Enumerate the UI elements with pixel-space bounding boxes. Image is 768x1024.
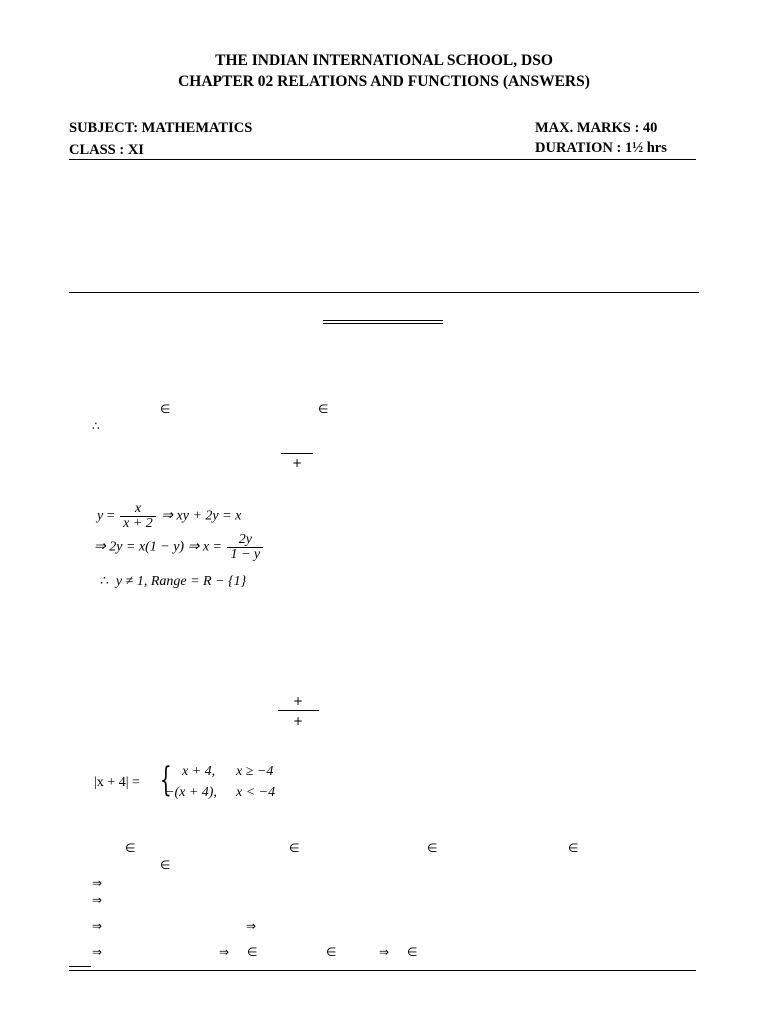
- piecewise-case2-expr: −(x + 4),: [165, 785, 217, 800]
- double-underline-top: [323, 320, 443, 321]
- element-of-symbol: ∈: [318, 402, 329, 416]
- implies-symbol: ⇒: [379, 945, 390, 959]
- eq3-therefore: ∴: [100, 574, 109, 589]
- school-name: THE INDIAN INTERNATIONAL SCHOOL, DSO: [215, 52, 553, 69]
- footer-divider: [69, 970, 696, 971]
- implies-symbol: ⇒: [92, 945, 103, 959]
- double-underline-bottom: [323, 323, 443, 324]
- piecewise-case1-cond: x ≥ −4: [236, 764, 274, 779]
- piecewise-case2-cond: x < −4: [236, 785, 276, 800]
- eq1-equals: =: [106, 508, 115, 524]
- eq3-text: y ≠ 1, Range = R − {1}: [115, 574, 247, 589]
- subject-label: SUBJECT: MATHEMATICS: [69, 120, 253, 136]
- element-of-symbol: ∈: [407, 945, 418, 959]
- equation-line-1: [97, 502, 241, 531]
- element-of-symbol: ∈: [289, 841, 300, 855]
- eq2-denominator: 1 − y: [230, 547, 261, 562]
- class-label: CLASS : XI: [69, 142, 144, 158]
- implies-symbol: ⇒: [92, 893, 103, 907]
- element-of-symbol: ∈: [125, 841, 136, 855]
- plus-symbol: +: [293, 694, 304, 708]
- eq2-fraction: [227, 533, 263, 562]
- eq2-numerator: 2y: [227, 533, 263, 548]
- element-of-symbol: ∈: [247, 945, 258, 959]
- eq2-lhs: ⇒ 2y = x(1 − y) ⇒ x =: [94, 539, 222, 555]
- chapter-title: CHAPTER 02 RELATIONS AND FUNCTIONS (ANSWERS): [178, 73, 590, 90]
- element-of-symbol: ∈: [160, 402, 171, 416]
- equation-line-2: [94, 533, 265, 562]
- element-of-symbol: ∈: [326, 945, 337, 959]
- implies-symbol: ⇒: [219, 945, 230, 959]
- eq1-rest: ⇒ xy + 2y = x: [161, 508, 242, 524]
- eq1-denominator: x + 2: [123, 516, 153, 531]
- element-of-symbol: ∈: [160, 858, 171, 872]
- therefore-symbol: ∴: [92, 419, 100, 433]
- piecewise-case1-expr: x + 4,: [182, 764, 216, 779]
- piecewise-lhs: |x + 4| =: [94, 775, 140, 790]
- fraction-bar: [278, 710, 319, 711]
- plus-symbol: +: [293, 714, 304, 728]
- element-of-symbol: ∈: [427, 841, 438, 855]
- footer-short-rule: [69, 966, 91, 967]
- eq1-fraction: [120, 502, 156, 531]
- implies-symbol: ⇒: [246, 919, 257, 933]
- element-of-symbol: ∈: [568, 841, 579, 855]
- left-brace: {: [159, 760, 172, 800]
- header-divider: [69, 159, 696, 160]
- section-divider: [69, 292, 699, 293]
- plus-symbol: +: [292, 456, 303, 470]
- implies-symbol: ⇒: [92, 876, 103, 890]
- fraction-bar: [281, 453, 313, 454]
- eq1-numerator: x: [120, 502, 156, 517]
- eq1-y: y: [97, 508, 104, 524]
- implies-symbol: ⇒: [92, 919, 103, 933]
- max-marks-label: MAX. MARKS : 40: [535, 120, 658, 136]
- equation-line-3: [100, 573, 246, 590]
- duration-label: DURATION : 1½ hrs: [535, 140, 667, 156]
